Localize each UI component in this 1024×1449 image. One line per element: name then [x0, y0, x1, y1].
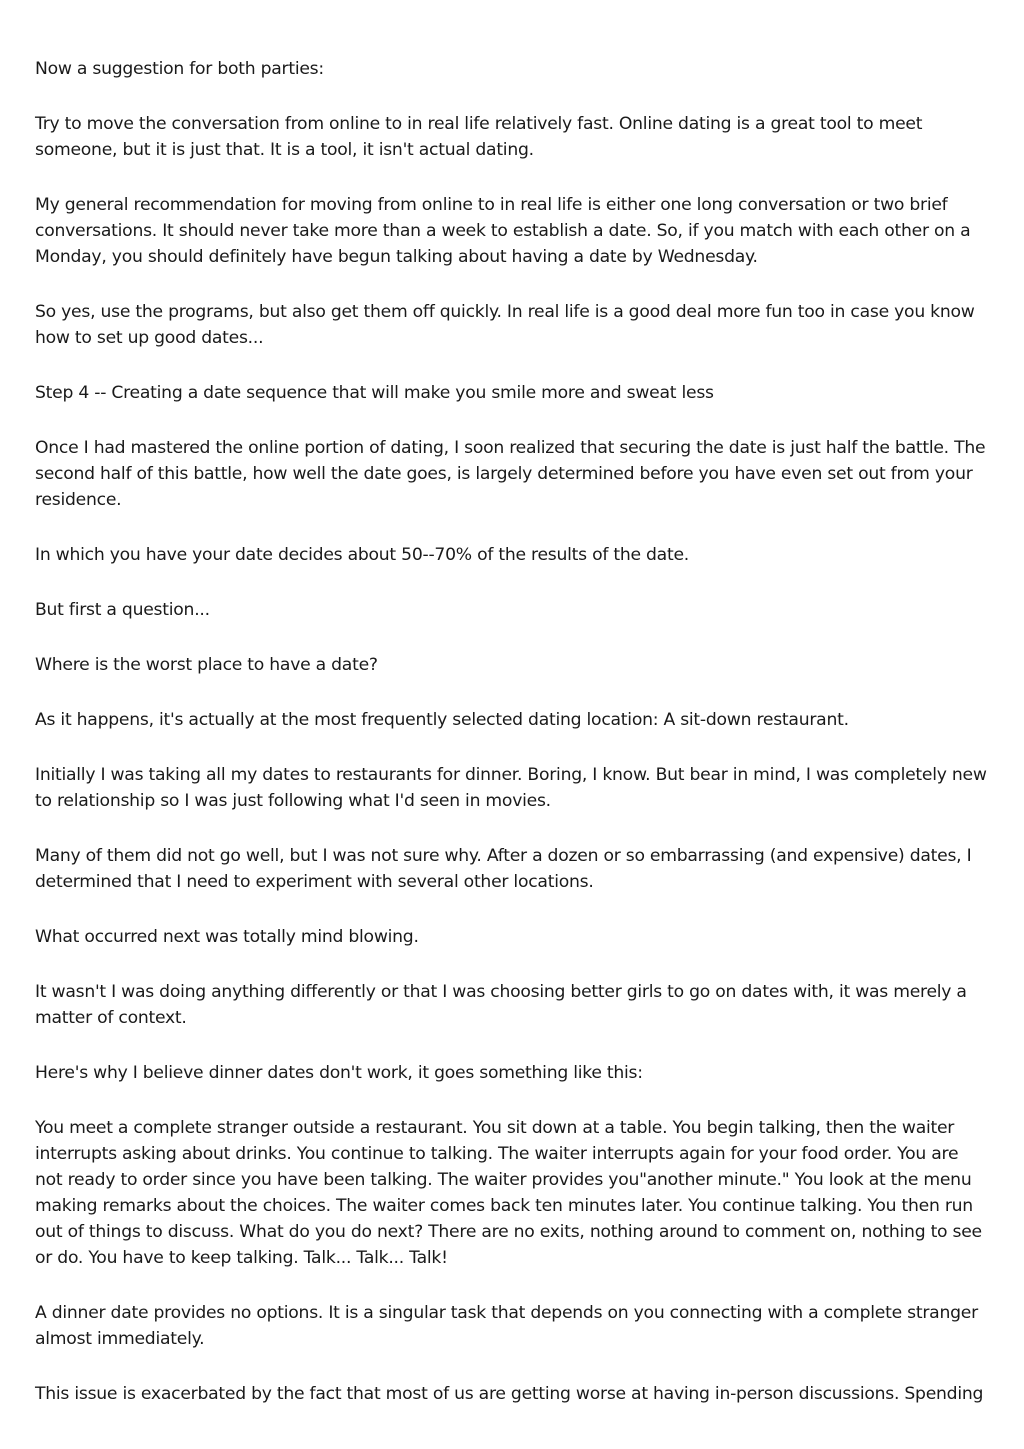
paragraph-did-not-go-well: Many of them did not go well, but I was not sure why. After a dozen or so embarrassing (and expensive) dates, I determined that I need to experiment with several other locations.	[35, 846, 972, 892]
paragraph-in-person-discussions: This issue is exacerbated by the fact that most of us are getting worse at having in-person discussions. Spending	[35, 1384, 984, 1404]
paragraph-mind-blowing: What occurred next was totally mind blowing.	[35, 927, 419, 947]
paragraph-matter-of-context: It wasn't I was doing anything differently or that I was choosing better girls to go on dates with, it was merely a matter of context.	[35, 982, 967, 1028]
paragraph-half-the-battle: Once I had mastered the online portion of dating, I soon realized that securing the date is just half the battle. The second half of this battle, how well the date goes, is largely determined before you have even set out from your residence.	[35, 438, 986, 510]
paragraph-step-4-heading: Step 4 -- Creating a date sequence that will make you smile more and sweat less	[35, 383, 714, 403]
paragraph-dinner-dates-initially: Initially I was taking all my dates to restaurants for dinner. Boring, I know. But bear in mind, I was completely new to relationship so I was just following what I'd seen in movies.	[35, 765, 987, 811]
paragraph-worst-place-question: Where is the worst place to have a date?	[35, 655, 378, 675]
paragraph-suggestion-intro: Now a suggestion for both parties:	[35, 59, 324, 79]
paragraph-why-dinner-fails: Here's why I believe dinner dates don't work, it goes something like this:	[35, 1063, 643, 1083]
document-page	[35, 56, 987, 1436]
paragraph-restaurant-scenario: You meet a complete stranger outside a restaurant. You sit down at a table. You begin talking, then the waiter interrupts asking about drinks. You continue to talking. The waiter interrupts again for your food order. You are not ready to order since you have been talking. The waiter provides you"another minute." You look at the menu making remarks about the choices. The waiter comes back ten minutes later. You continue talking. You then run out of things to discuss. What do you do next? There are no exits, nothing around to comment on, nothing to see or do. You have to keep talking. Talk... Talk... Talk!	[35, 1118, 982, 1268]
paragraph-no-options: A dinner date provides no options. It is a singular task that depends on you connecting with a complete stranger almost immediately.	[35, 1303, 978, 1349]
paragraph-use-programs: So yes, use the programs, but also get them off quickly. In real life is a good deal more fun too in case you know how to set up good dates...	[35, 302, 975, 348]
paragraph-sit-down-restaurant: As it happens, it's actually at the most frequently selected dating location: A sit-down restaurant.	[35, 710, 849, 730]
paragraph-move-offline: Try to move the conversation from online to in real life relatively fast. Online dating is a great tool to meet someone, but it is just that. It is a tool, it isn't actual dating.	[35, 114, 923, 160]
paragraph-general-recommendation: My general recommendation for moving from online to in real life is either one long conversation or two brief conversations. It should never take more than a week to establish a date. So, if you match with each other on a Monday, you should definitely have begun talking about having a date by Wednesday.	[35, 195, 971, 267]
paragraph-first-a-question: But first a question...	[35, 600, 210, 620]
paragraph-date-location-percent: In which you have your date decides about 50--70% of the results of the date.	[35, 545, 689, 565]
